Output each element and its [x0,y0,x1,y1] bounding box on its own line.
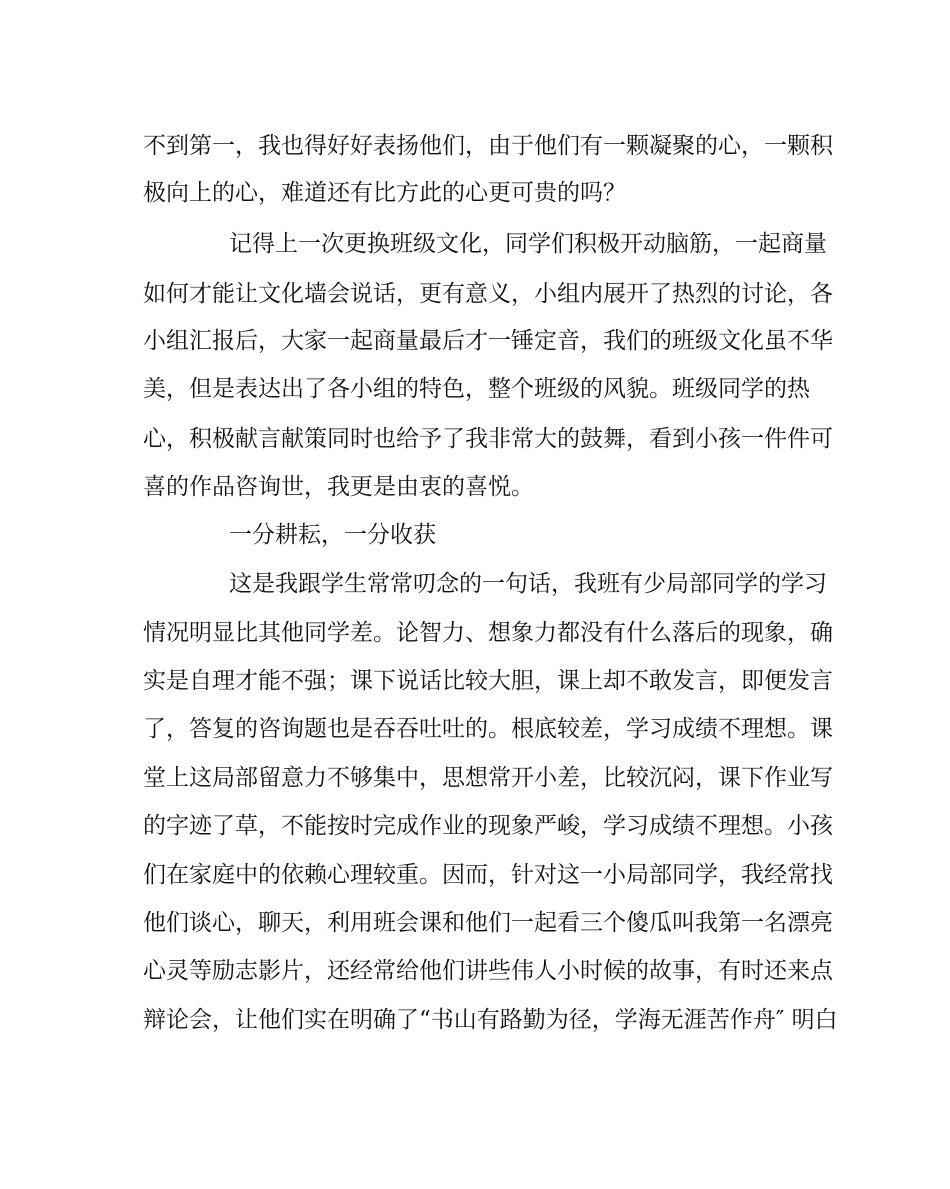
text-line: 美，但是表达出了各小组的特色，整个班级的风貌。班级同学的热 [143,376,810,402]
section-heading: 一分耕耘，一分收获 [229,522,436,548]
text-line: 心，积极献言献策同时也给予了我非常大的鼓舞，看到小孩一件件可 [143,426,833,452]
text-line: 的字迹了草，不能按时完成作业的现象严峻，学习成绩不理想。小孩 [143,813,833,839]
text-line: 实是自理才能不强；课下说话比较大胆，课上却不敢发言，即便发言 [143,668,833,694]
paragraph-start-line: 记得上一次更换班级文化，同学们积极开动脑筋，一起商量 [229,231,827,257]
text-line: 了，答复的咨询题也是吞吞吐吐的。根底较差，学习成绩不理想。课 [143,716,833,742]
text-line: 情况明显比其他同学差。论智力、想象力都没有什么落后的现象，确 [143,620,833,646]
text-line: 不到第一，我也得好好表扬他们，由于他们有一颗凝聚的心，一颗积 [143,133,833,159]
text-line: 堂上这局部留意力不够集中，思想常开小差，比较沉闷，课下作业写 [143,765,833,791]
text-line: 小组汇报后，大家一起商量最后才一锤定音，我们的班级文化虽不华 [143,328,833,354]
text-line: 们在家庭中的依赖心理较重。因而，针对这一小局部同学，我经常找 [143,862,833,888]
text-line: 如何才能让文化墙会说话，更有意义，小组内展开了热烈的讨论，各 [143,281,833,307]
text-line: 他们谈心，聊天，利用班会课和他们一起看三个傻瓜叫我第一名漂亮 [143,910,833,936]
text-line: 心灵等励志影片，还经常给他们讲些伟人小时候的故事，有时还来点 [143,958,833,984]
text-line: 辩论会，让他们实在明确了“书山有路勤为径，学海无涯苦作舟″ 明白 [143,1007,838,1033]
text-line: 喜的作品咨询世，我更是由衷的喜悦。 [143,474,534,500]
text-line: 极向上的心，难道还有比方此的心更可贵的吗？ [143,180,626,206]
paragraph-start-line: 这是我跟学生常常叨念的一句话，我班有少局部同学的学习 [229,571,827,597]
